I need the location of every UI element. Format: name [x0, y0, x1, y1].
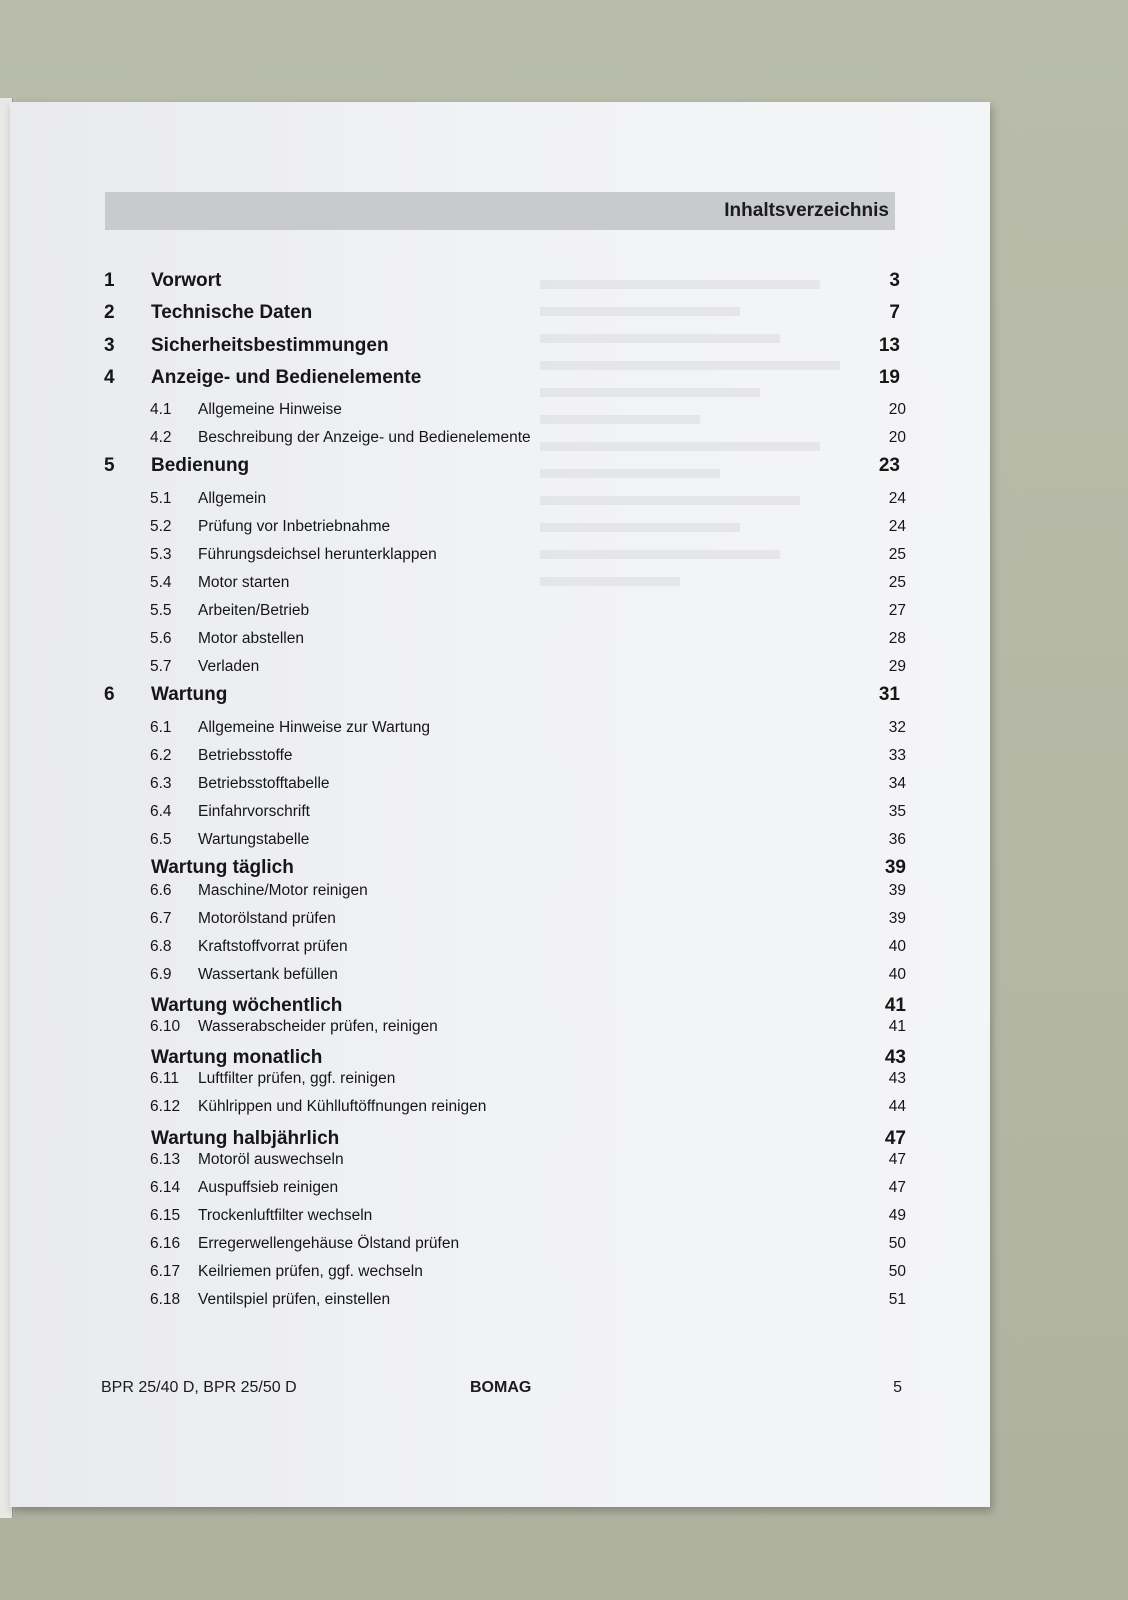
toc-page-number: 51 — [888, 1291, 906, 1308]
toc-page-number: 49 — [888, 1207, 906, 1224]
toc-number: 6.8 — [150, 938, 172, 955]
toc-number: 2 — [104, 302, 115, 323]
toc-page-number: 20 — [888, 429, 906, 446]
toc-page-number: 44 — [888, 1098, 906, 1115]
toc-label: Verladen — [198, 658, 260, 675]
toc-number: 6 — [104, 684, 115, 705]
show-through-text — [460, 262, 860, 742]
toc-page-number: 29 — [888, 658, 906, 675]
toc-page-number: 35 — [888, 803, 906, 820]
toc-label: Prüfung vor Inbetriebnahme — [198, 518, 391, 535]
toc-number: 6.7 — [150, 910, 172, 927]
toc-page-number: 19 — [878, 367, 900, 388]
toc-label: Bedienung — [151, 455, 250, 476]
toc-number: 6.10 — [150, 1018, 181, 1035]
toc-label: Kraftstoffvorrat prüfen — [198, 938, 348, 955]
toc-label: Wartungstabelle — [198, 831, 310, 848]
toc-page-number: 34 — [888, 775, 906, 792]
document-page — [10, 102, 990, 1507]
toc-page-number: 43 — [888, 1070, 906, 1087]
toc-page-number: 41 — [884, 995, 906, 1016]
toc-number: 4.1 — [150, 401, 172, 418]
toc-page-number: 47 — [888, 1151, 906, 1168]
toc-label: Wartung täglich — [151, 857, 294, 878]
toc-page-number: 43 — [884, 1047, 906, 1068]
toc-page-number: 33 — [888, 747, 906, 764]
toc-label: Wassertank befüllen — [198, 966, 338, 983]
toc-header-bar — [105, 192, 895, 230]
toc-label: Erregerwellengehäuse Ölstand prüfen — [198, 1235, 460, 1252]
toc-number: 6.3 — [150, 775, 172, 792]
toc-label: Allgemein — [198, 490, 267, 507]
toc-page-number: 28 — [888, 630, 906, 647]
toc-label: Betriebsstoffe — [198, 747, 293, 764]
toc-number: 6.17 — [150, 1263, 181, 1280]
toc-number: 5.6 — [150, 630, 172, 647]
toc-number: 6.16 — [150, 1235, 181, 1252]
toc-page-number: 36 — [888, 831, 906, 848]
toc-page-number: 31 — [878, 684, 900, 705]
toc-page-number: 47 — [884, 1128, 906, 1149]
toc-number: 6.4 — [150, 803, 172, 820]
toc-page-number: 24 — [888, 518, 906, 535]
footer-page-number: 5 — [893, 1379, 902, 1396]
footer-model: BPR 25/40 D, BPR 25/50 D — [101, 1379, 297, 1396]
toc-label: Wartung — [151, 684, 228, 705]
toc-label: Anzeige- und Bedienelemente — [151, 367, 422, 388]
toc-number: 6.13 — [150, 1151, 181, 1168]
toc-label: Wasserabscheider prüfen, reinigen — [198, 1018, 438, 1035]
toc-page-number: 24 — [888, 490, 906, 507]
toc-label: Wartung monatlich — [151, 1047, 323, 1068]
toc-title: Inhaltsverzeichnis — [724, 200, 889, 221]
toc-page-number: 25 — [888, 574, 906, 591]
toc-page-number: 39 — [884, 857, 906, 878]
toc-page-number: 7 — [889, 302, 900, 323]
toc-label: Allgemeine Hinweise — [198, 401, 342, 418]
toc-number: 6.12 — [150, 1098, 181, 1115]
toc-number: 6.18 — [150, 1291, 181, 1308]
toc-number: 5.1 — [150, 490, 172, 507]
toc-label: Motor abstellen — [198, 630, 304, 647]
toc-label: Trockenluftfilter wechseln — [198, 1207, 373, 1224]
toc-label: Motoröl auswechseln — [198, 1151, 344, 1168]
toc-number: 3 — [104, 335, 115, 356]
toc-label: Technische Daten — [151, 302, 313, 323]
toc-page-number: 47 — [888, 1179, 906, 1196]
toc-number: 6.14 — [150, 1179, 181, 1196]
toc-number: 1 — [104, 270, 115, 291]
toc-number: 4 — [104, 367, 115, 388]
toc-number: 5.2 — [150, 518, 172, 535]
toc-number: 5.3 — [150, 546, 172, 563]
toc-label: Einfahrvorschrift — [198, 803, 310, 820]
toc-number: 6.6 — [150, 882, 172, 899]
footer-brand: BOMAG — [470, 1379, 532, 1396]
toc-page-number: 3 — [889, 270, 900, 291]
toc-label: Kühlrippen und Kühlluftöffnungen reinigen — [198, 1098, 487, 1115]
toc-page-number: 40 — [888, 966, 906, 983]
toc-label: Ventilspiel prüfen, einstellen — [198, 1291, 391, 1308]
toc-page-number: 50 — [888, 1235, 906, 1252]
toc-page-number: 27 — [888, 602, 906, 619]
toc-page-number: 39 — [888, 910, 906, 927]
toc-number: 5 — [104, 455, 115, 476]
toc-page-number: 32 — [888, 719, 906, 736]
toc-number: 6.11 — [150, 1070, 180, 1087]
toc-label: Maschine/Motor reinigen — [198, 882, 368, 899]
toc-label: Luftfilter prüfen, ggf. reinigen — [198, 1070, 396, 1087]
toc-label: Arbeiten/Betrieb — [198, 602, 310, 619]
toc-page-number: 40 — [888, 938, 906, 955]
toc-number: 6.9 — [150, 966, 172, 983]
toc-label: Allgemeine Hinweise zur Wartung — [198, 719, 431, 736]
toc-number: 6.1 — [150, 719, 172, 736]
toc-label: Vorwort — [151, 270, 222, 291]
toc-number: 5.7 — [150, 658, 172, 675]
toc-label: Keilriemen prüfen, ggf. wechseln — [198, 1263, 423, 1280]
toc-label: Auspuffsieb reinigen — [198, 1179, 339, 1196]
toc-number: 6.15 — [150, 1207, 181, 1224]
toc-page-number: 20 — [888, 401, 906, 418]
toc-page-number: 23 — [878, 455, 900, 476]
toc-page-number: 41 — [888, 1018, 906, 1035]
toc-label: Motor starten — [198, 574, 290, 591]
toc-page-number: 50 — [888, 1263, 906, 1280]
toc-label: Wartung wöchentlich — [151, 995, 343, 1016]
toc-number: 5.5 — [150, 602, 172, 619]
toc-label: Beschreibung der Anzeige- und Bedienelemente — [198, 429, 531, 446]
toc-number: 6.5 — [150, 831, 172, 848]
toc-page-number: 13 — [878, 335, 900, 356]
toc-label: Wartung halbjährlich — [151, 1128, 340, 1149]
toc-label: Sicherheitsbestimmungen — [151, 335, 389, 356]
toc-number: 6.2 — [150, 747, 172, 764]
toc-page-number: 25 — [888, 546, 906, 563]
toc-number: 5.4 — [150, 574, 172, 591]
toc-label: Motorölstand prüfen — [198, 910, 336, 927]
toc-page-number: 39 — [888, 882, 906, 899]
toc-label: Führungsdeichsel herunterklappen — [198, 546, 437, 563]
toc-number: 4.2 — [150, 429, 172, 446]
toc-label: Betriebsstofftabelle — [198, 775, 330, 792]
